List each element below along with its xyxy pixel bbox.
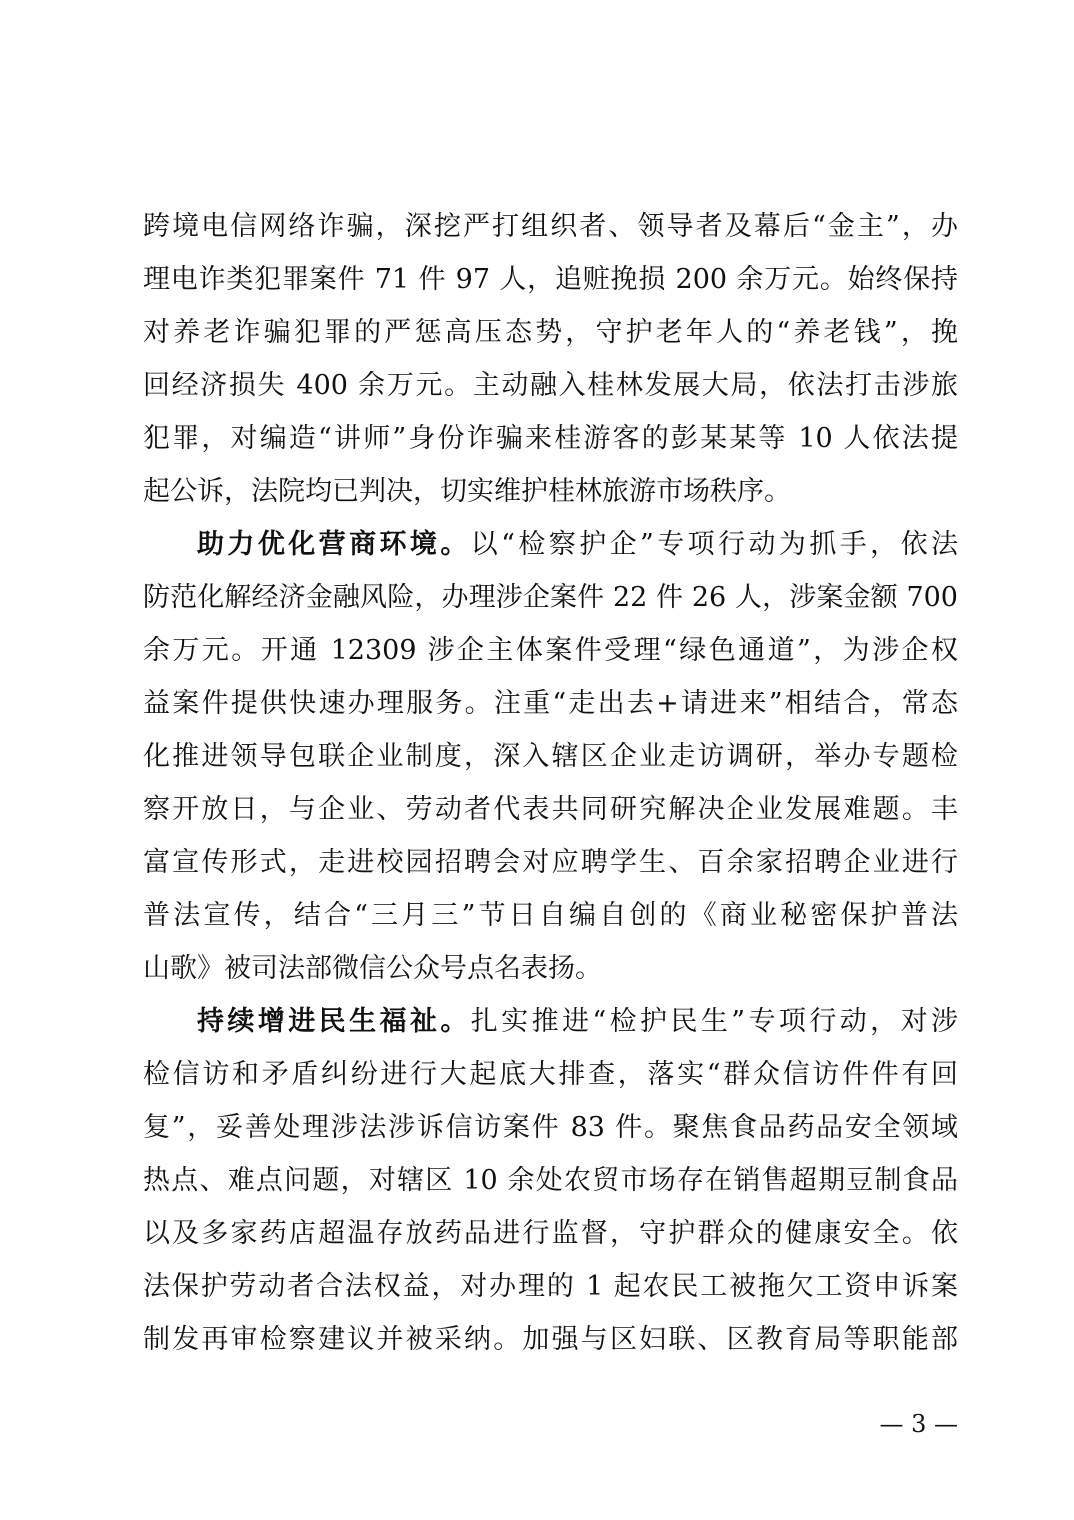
text-line: 检信访和矛盾纠纷进行大起底大排查，落实“群众信访件件有回 [143,1059,958,1090]
text-line: 犯罪，对编造“讲师”身份诈骗来桂游客的彭某某等 10 人依法提 [143,423,958,454]
text-line: 以及多家药店超温存放药品进行监督，守护群众的健康安全。依 [143,1218,958,1249]
text-line: 防范化解经济金融风险，办理涉企案件 22 件 26 人，涉案金额 700 [143,582,958,613]
text-line: 法保护劳动者合法权益，对办理的 1 起农民工被拖欠工资申诉案 [143,1271,958,1302]
text-line [143,518,958,571]
text-line [143,995,958,1048]
section-heading: 助力优化营商环境。 [197,529,471,560]
section-heading: 持续增进民生福祉。 [197,1006,471,1037]
text-line: 热点、难点问题，对辖区 10 余处农贸市场存在销售超期豆制食品 [143,1165,958,1196]
document-body [143,200,958,1366]
text-line: 普法宣传，结合“三月三”节日自编自创的《商业秘密保护普法 [143,900,958,931]
text-line: 起公诉，法院均已判决，切实维护桂林旅游市场秩序。 [143,476,791,507]
text-line: 制发再审检察建议并被采纳。加强与区妇联、区教育局等职能部 [143,1324,958,1355]
text-line: 跨境电信网络诈骗，深挖严打组织者、领导者及幕后“金主”，办 [143,211,958,242]
text-line: 化推进领导包联企业制度，深入辖区企业走访调研，举办专题检 [143,741,958,772]
text-line: 回经济损失 400 余万元。主动融入桂林发展大局，依法打击涉旅 [143,370,958,401]
text-line: 对养老诈骗犯罪的严惩高压态势，守护老年人的“养老钱”，挽 [143,317,958,348]
text-line: 理电诈类犯罪案件 71 件 97 人，追赃挽损 200 余万元。始终保持 [143,264,958,295]
page-number: — 3 — [879,1410,958,1438]
text-line: 山歌》被司法部微信公众号点名表扬。 [143,953,602,984]
text-run: 扎实推进“检护民生”专项行动，对涉 [470,1006,958,1037]
text-line: 复”，妥善处理涉法涉诉信访案件 83 件。聚焦食品药品安全领域 [143,1112,958,1143]
paragraph-business-environment [143,518,958,995]
text-line: 富宣传形式，走进校园招聘会对应聘学生、百余家招聘企业进行 [143,847,958,878]
paragraph-livelihood [143,995,958,1366]
text-line: 余万元。开通 12309 涉企主体案件受理“绿色通道”，为涉企权 [143,635,958,666]
paragraph-anti-fraud [143,200,958,518]
text-run: 以“检察护企”专项行动为抓手，依法 [470,529,958,560]
text-line: 察开放日，与企业、劳动者代表共同研究解决企业发展难题。丰 [143,794,958,825]
text-line: 益案件提供快速办理服务。注重“走出去+请进来”相结合，常态 [143,688,958,719]
